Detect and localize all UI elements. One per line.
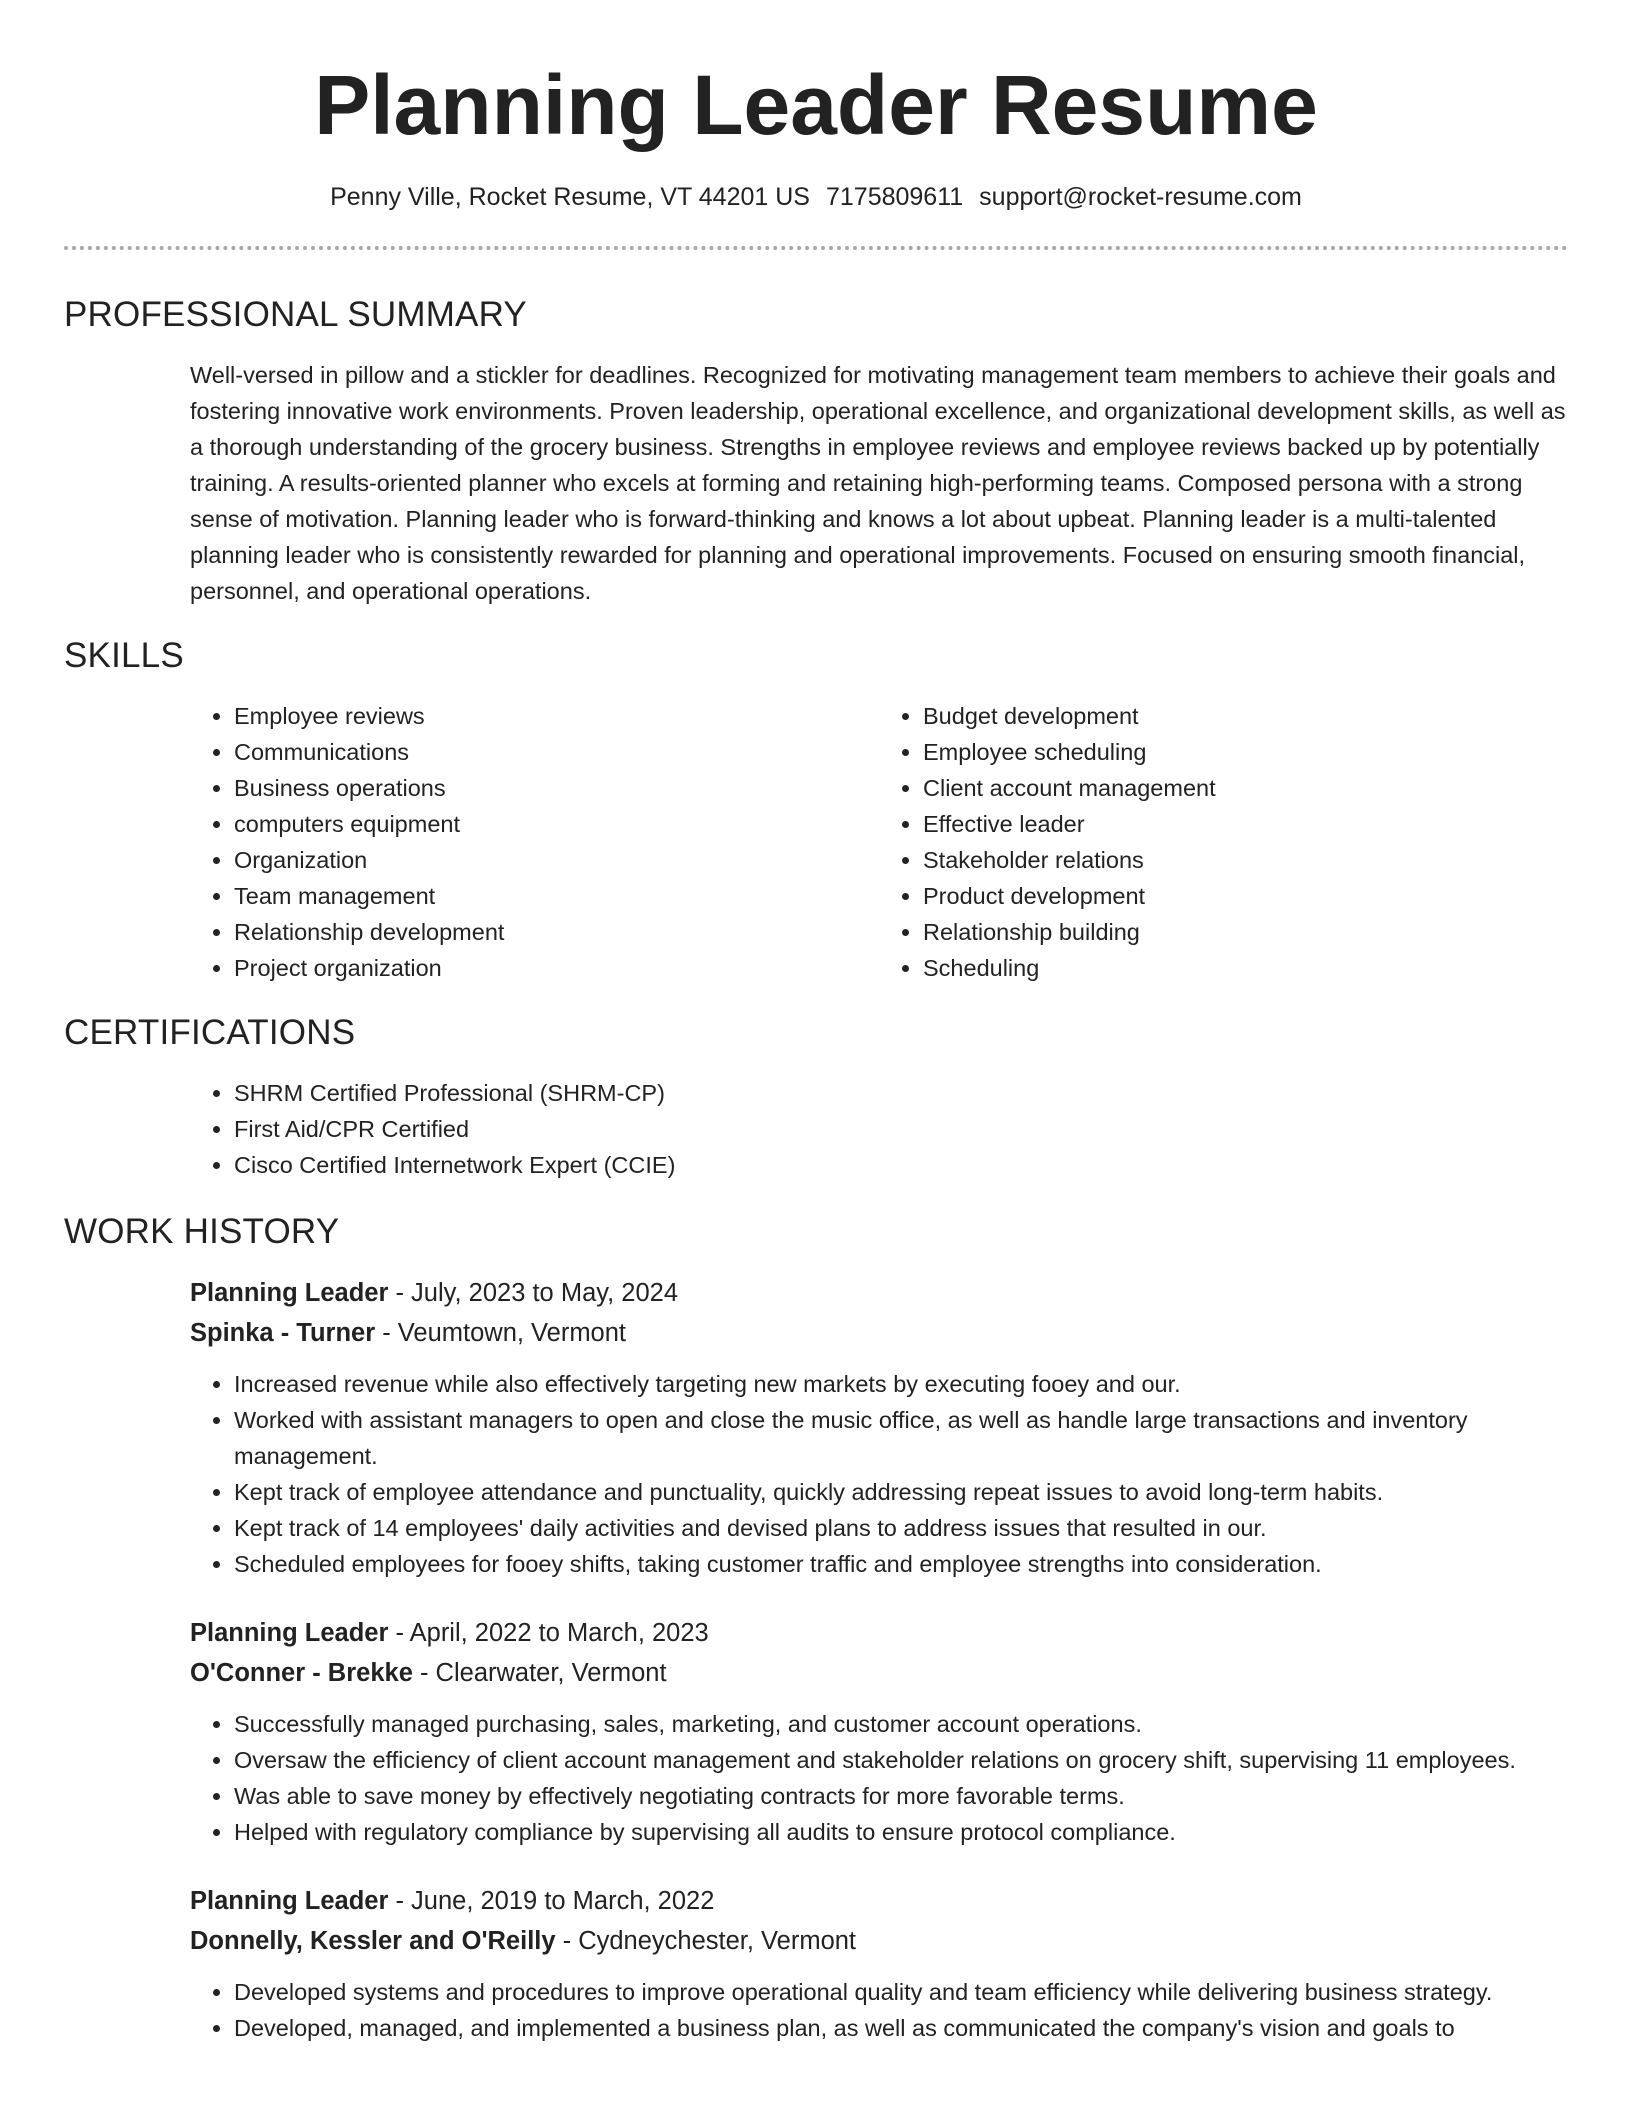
- contact-email: support@rocket-resume.com: [979, 183, 1302, 211]
- job-location: - Veumtown, Vermont: [375, 1319, 627, 1347]
- job-company: Donnelly, Kessler and O'Reilly: [190, 1927, 556, 1955]
- header-divider: [64, 246, 1568, 250]
- skills-column-left: [190, 698, 879, 986]
- certifications-heading: CERTIFICATIONS: [64, 1013, 356, 1052]
- skill-item: • Communications: [234, 734, 879, 770]
- skill-item: • Employee reviews: [234, 698, 879, 734]
- job-bullet: • Increased revenue while also effectively targeting new markets by executing fooey and our.: [234, 1366, 1568, 1402]
- skill-item: • Product development: [923, 878, 1568, 914]
- contact-line: [64, 180, 1568, 214]
- job-bullet: • Oversaw the efficiency of client account management and stakeholder relations on grocery shift, supervising 11 employees.: [234, 1742, 1568, 1778]
- contact-phone: 7175809611: [825, 183, 964, 211]
- job-bullet: • Helped with regulatory compliance by supervising all audits to ensure protocol compliance.: [234, 1814, 1568, 1850]
- skill-item: • Budget development: [923, 698, 1568, 734]
- skill-item: • Relationship development: [234, 914, 879, 950]
- summary-heading: PROFESSIONAL SUMMARY: [64, 295, 527, 334]
- job-company: O'Conner - Brekke: [190, 1659, 413, 1687]
- contact-address: Penny Ville, Rocket Resume, VT 44201 US: [330, 183, 810, 211]
- work-history-heading: WORK HISTORY: [64, 1212, 340, 1251]
- job-title: Planning Leader: [190, 1279, 389, 1307]
- job-entry: [190, 1273, 1568, 1582]
- skill-item: • Business operations: [234, 770, 879, 806]
- job-bullet: • Kept track of employee attendance and punctuality, quickly addressing repeat issues to avoid long-term habits.: [234, 1474, 1568, 1510]
- job-title: Planning Leader: [190, 1887, 389, 1915]
- skills-column-right: [879, 698, 1568, 986]
- skill-item: • Client account management: [923, 770, 1568, 806]
- skill-item: • Project organization: [234, 950, 879, 986]
- job-bullets: [190, 1974, 1568, 2046]
- skill-item: • Team management: [234, 878, 879, 914]
- certification-item: • Cisco Certified Internetwork Expert (CCIE): [234, 1147, 1568, 1183]
- certification-item: • First Aid/CPR Certified: [234, 1111, 1568, 1147]
- job-title-line: [190, 1881, 1568, 1921]
- skill-item: • Stakeholder relations: [923, 842, 1568, 878]
- certification-item: • SHRM Certified Professional (SHRM-CP): [234, 1075, 1568, 1111]
- resume-title: Planning Leader Resume: [314, 58, 1318, 152]
- job-bullets: [190, 1706, 1568, 1850]
- job-bullet: • Worked with assistant managers to open and close the music office, as well as handle large transactions and inventory management.: [234, 1402, 1568, 1474]
- summary-text: Well-versed in pillow and a stickler for deadlines. Recognized for motivating management team members to achieve their goals and fostering innovative work environments. Proven leadership, operational excellence, and organizational development skills, as well as a thorough understanding of the grocery business. Strengths in employee reviews and employee reviews backed up by potentially training. A results-oriented planner who excels at forming and retaining high-performing teams. Composed persona with a strong sense of motivation. Planning leader who is forward-thinking and knows a lot about upbeat. Planning leader is a multi-talented planning leader who is consistently rewarded for planning and operational improvements. Focused on ensuring smooth financial, personnel, and operational operations.: [190, 362, 1566, 604]
- skill-item: • Relationship building: [923, 914, 1568, 950]
- skill-item: • Effective leader: [923, 806, 1568, 842]
- job-bullet: • Scheduled employees for fooey shifts, taking customer traffic and employee strengths into consideration.: [234, 1546, 1568, 1582]
- job-company-line: [190, 1313, 1568, 1353]
- job-entry: [190, 1881, 1568, 2046]
- job-bullet: • Developed systems and procedures to improve operational quality and team efficiency while delivering business strategy.: [234, 1974, 1568, 2010]
- job-company-line: [190, 1653, 1568, 1693]
- skill-item: • Organization: [234, 842, 879, 878]
- skill-item: • computers equipment: [234, 806, 879, 842]
- job-title-line: [190, 1273, 1568, 1313]
- job-company-line: [190, 1921, 1568, 1961]
- job-company: Spinka - Turner: [190, 1319, 376, 1347]
- job-bullets: [190, 1366, 1568, 1582]
- job-entry: [190, 1613, 1568, 1850]
- skills-list: [190, 698, 1568, 986]
- job-title-line: [190, 1613, 1568, 1653]
- job-bullet: • Developed, managed, and implemented a business plan, as well as communicated the company's vision and goals to: [234, 2010, 1568, 2046]
- job-title: Planning Leader: [190, 1619, 389, 1647]
- job-bullet: • Was able to save money by effectively negotiating contracts for more favorable terms.: [234, 1778, 1568, 1814]
- job-location: - Clearwater, Vermont: [412, 1659, 667, 1687]
- skill-item: • Scheduling: [923, 950, 1568, 986]
- job-dates: - April, 2022 to March, 2023: [388, 1619, 709, 1647]
- job-dates: - July, 2023 to May, 2024: [388, 1279, 679, 1307]
- job-dates: - June, 2019 to March, 2022: [388, 1887, 715, 1915]
- job-bullet: • Kept track of 14 employees' daily activities and devised plans to address issues that resulted in our.: [234, 1510, 1568, 1546]
- certifications-list: [190, 1075, 1568, 1183]
- job-location: - Cydneychester, Vermont: [555, 1927, 857, 1955]
- job-bullet: • Successfully managed purchasing, sales, marketing, and customer account operations.: [234, 1706, 1568, 1742]
- skills-heading: SKILLS: [64, 636, 184, 675]
- skill-item: • Employee scheduling: [923, 734, 1568, 770]
